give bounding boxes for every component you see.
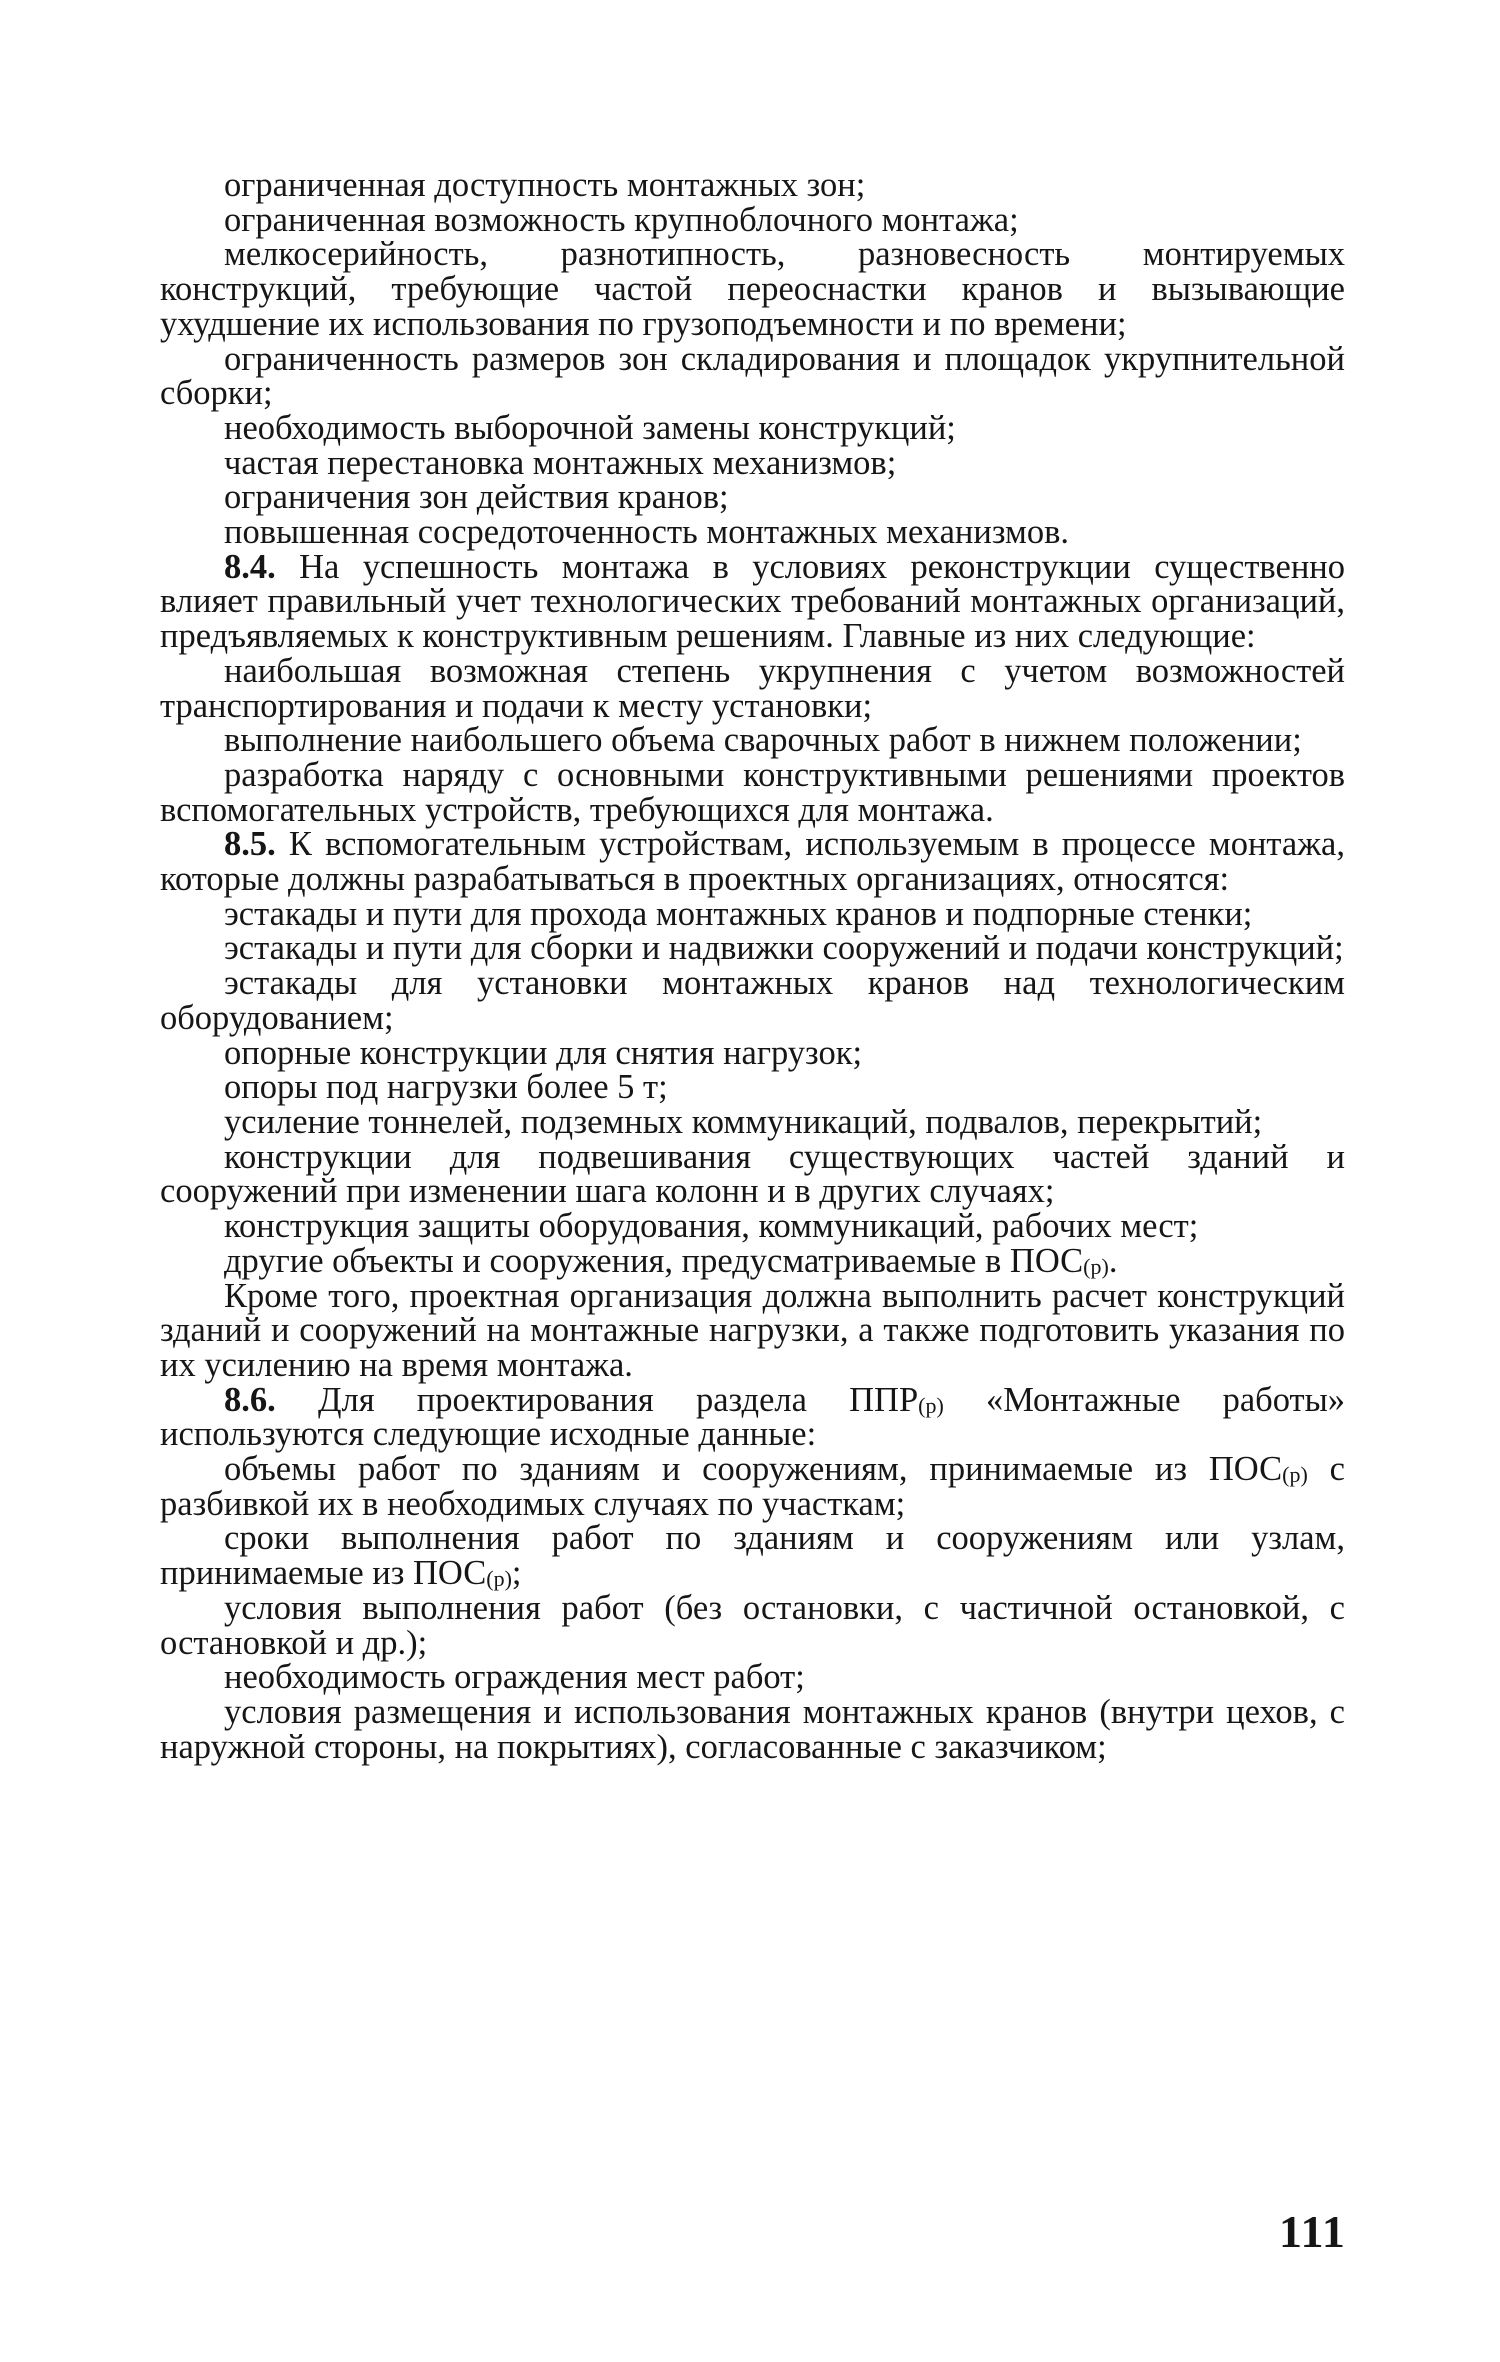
page-body (160, 168, 1345, 1764)
paragraph: условия выполнения работ (без остановки, с частичной остановкой, с остановкой и др.); (160, 1588, 1345, 1662)
paragraph: объемы работ по зданиям и сооружениям, принимаемые из $ПОС_{(р)}$ с разбивкой их в необходимых случаях по участкам; (160, 1450, 1345, 1523)
paragraph: наибольшая возможная степень укрупнения с учетом возможностей транспортирования и подачи к месту установки; (160, 651, 1345, 725)
paragraph: сроки выполнения работ по зданиям и сооружениям или узлам, принимаемые из $ПОС_{(р)}$; (160, 1519, 1345, 1593)
paragraph: разработка наряду с основными конструктивными решениями проектов вспомогательных устройств, требующихся для монтажа. (160, 755, 1345, 829)
paragraph: другие объекты и сооружения, предусматриваемые в $ПОС_{(р)}$. (224, 1241, 1118, 1280)
section-paragraph: 8.5. К вспомогательным устройствам, используемым в процессе монтажа, которые должны разрабатываться в проектных организациях, относятся: (160, 825, 1345, 899)
paragraph: частая перестановка монтажных механизмов; (224, 443, 897, 482)
paragraph: конструкция защиты оборудования, коммуникаций, рабочих мест; (224, 1207, 1199, 1246)
paragraph: эстакады и пути для прохода монтажных кранов и подпорные стенки; (224, 894, 1253, 933)
paragraph: повышенная сосредоточенность монтажных механизмов. (224, 513, 1069, 552)
section-number: 8.4. (224, 547, 276, 586)
paragraph: ограниченная доступность монтажных зон; (224, 166, 866, 204)
section-paragraph: 8.4. На успешность монтажа в условиях реконструкции существенно влияет правильный учет технологических требований монтажных организаций, предъявляемых к конструктивным решениям. Главные из них следующие: (160, 547, 1345, 656)
paragraph: опорные конструкции для снятия нагрузок; (224, 1033, 863, 1072)
paragraph: ограничения зон действия кранов; (224, 478, 729, 517)
paragraph: эстакады и пути для сборки и надвижки сооружений и подачи конструкций; (224, 929, 1344, 968)
paragraph: условия размещения и использования монтажных кранов (внутри цехов, с наружной стороны, на покрытиях), согласованные с заказчиком; (160, 1692, 1345, 1766)
paragraph: мелкосерийность, разнотипность, разновесность монтируемых конструкций, требующие частой переоснастки кранов и вызывающие ухудшение их использования по грузоподъемности и по времени; (160, 235, 1345, 343)
section-paragraph: 8.6. Для проектирования раздела $ППР_{(р)}$ «Монтажные работы» используются следующие исходные данные: (160, 1380, 1345, 1454)
paragraph: опоры под нагрузки более 5 т; (224, 1068, 668, 1107)
paragraph: Кроме того, проектная организация должна выполнить расчет конструкций зданий и сооружений на монтажные нагрузки, а также подготовить указания по их усилению на время монтажа. (160, 1276, 1345, 1384)
section-number: 8.6. (224, 1380, 276, 1419)
paragraph: усиление тоннелей, подземных коммуникаций, подвалов, перекрытий; (224, 1102, 1263, 1141)
paragraph: выполнение наибольшего объема сварочных работ в нижнем положении; (224, 721, 1302, 760)
paragraph: необходимость ограждения мест работ; (224, 1658, 805, 1697)
paragraph: ограниченность размеров зон складирования и площадок укрупнительной сборки; (160, 339, 1345, 413)
page-number: 111 (1279, 2206, 1346, 2257)
paragraph: ограниченная возможность крупноблочного монтажа; (224, 200, 1019, 239)
section-number: 8.5. (224, 825, 276, 864)
paragraph: эстакады для установки монтажных кранов над технологическим оборудованием; (160, 964, 1345, 1037)
paragraph: необходимость выборочной замены конструкций; (224, 408, 956, 447)
paragraph: конструкции для подвешивания существующих частей зданий и сооружений при изменении шага колонн и в других случаях; (160, 1137, 1345, 1211)
